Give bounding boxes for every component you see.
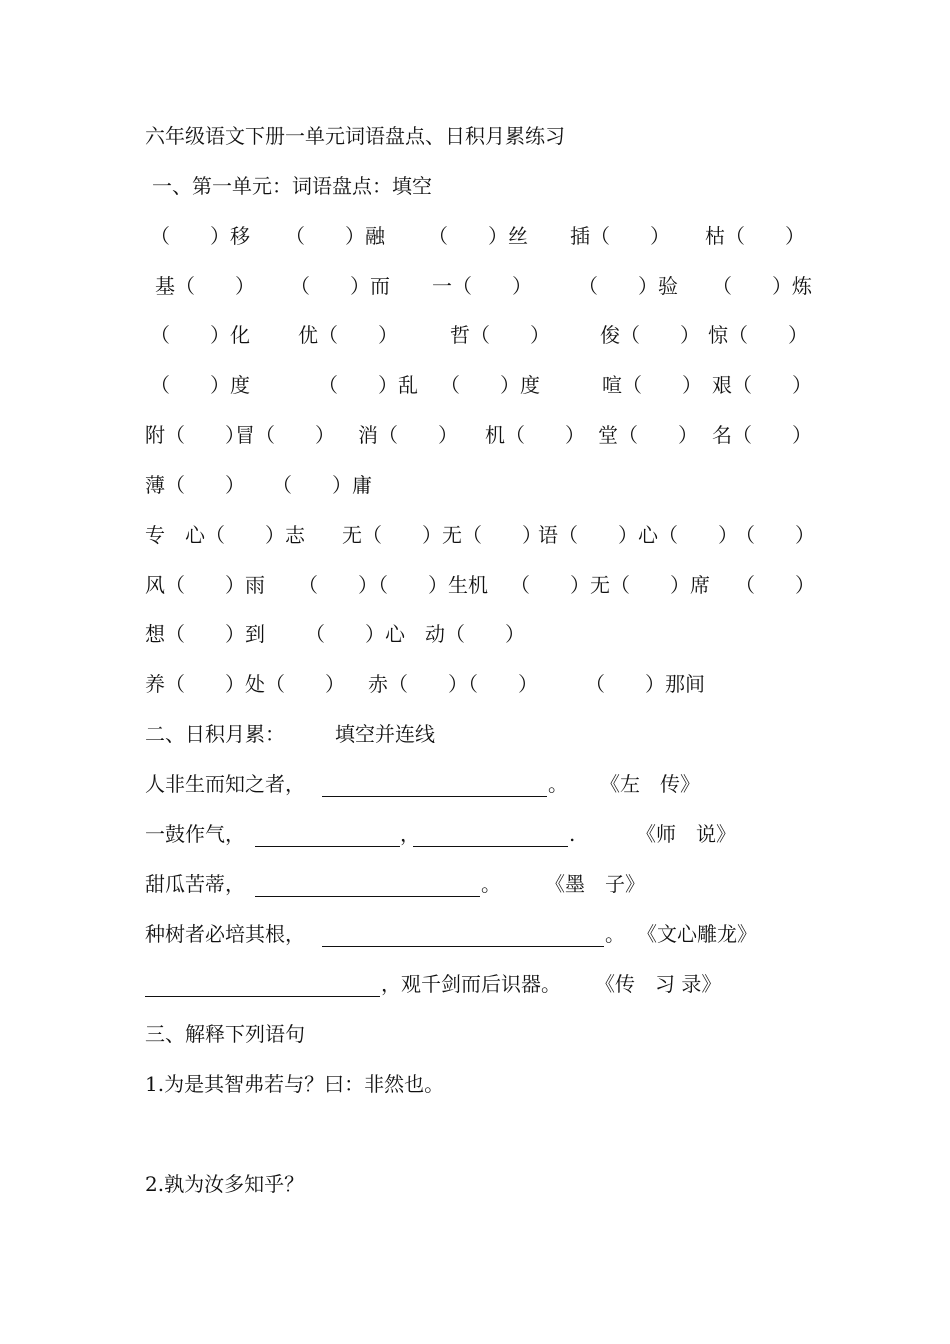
quote-source: 《左 传》 — [600, 772, 700, 796]
fill-blank-item: （ ）那间 — [585, 672, 705, 696]
fill-blank-item: 名（ ） — [712, 423, 812, 447]
fill-blank-item: 插（ ） — [570, 224, 670, 248]
fill-blank-item: 想（ ）到 — [145, 622, 265, 646]
quote-prefix: 人非生而知之者， — [145, 772, 305, 796]
fill-blank-item: 惊（ ） — [708, 323, 808, 347]
fill-blank-item: 赤（ ）（ ） — [368, 672, 538, 696]
section2-subheading: 填空并连线 — [335, 722, 435, 746]
fill-blank-item: （ ）化 — [150, 323, 250, 347]
page-title: 六年级语文下册一单元词语盘点、日积月累练习 — [145, 124, 565, 148]
quote-source: 《墨 子》 — [545, 872, 645, 896]
fill-blank-item: （ ）验 — [578, 274, 678, 298]
fill-blank-item: 冒（ ） — [235, 423, 335, 447]
fill-blank-item: 堂（ ） — [598, 423, 698, 447]
quote-end: 。 — [605, 922, 625, 946]
fill-blank-item: （ ）度 — [150, 373, 250, 397]
quote-end: 。 — [548, 772, 568, 796]
fill-blank-item: （ ） — [735, 573, 815, 597]
quote-end: . — [569, 822, 576, 846]
quote-prefix: 一鼓作气， — [145, 822, 245, 846]
fill-blank-item: 枯（ ） — [705, 224, 805, 248]
fill-blank-item: 喧（ ） — [602, 373, 702, 397]
fill-blank-item: 养（ ）处（ ） — [145, 672, 345, 696]
quote-suffix: ，观千剑而后识器。 — [381, 972, 561, 996]
fill-blank-item: （ ）融 — [285, 224, 385, 248]
answer-blank[interactable] — [322, 796, 547, 797]
fill-blank-item: （ ）（ ）生机 — [298, 573, 488, 597]
fill-blank-item: 俊（ ） — [600, 323, 700, 347]
fill-blank-item: （ ） — [735, 523, 815, 547]
quote-source: 《师 说》 — [636, 822, 736, 846]
fill-blank-item: 风（ ）雨 — [145, 573, 265, 597]
fill-blank-item: （ ）心 动（ ） — [305, 622, 525, 646]
answer-blank[interactable] — [413, 846, 568, 847]
fill-blank-item: 机（ ） — [485, 423, 585, 447]
fill-blank-item: （ ）炼 — [712, 274, 812, 298]
fill-blank-item: （ ）而 — [290, 274, 390, 298]
answer-blank[interactable] — [322, 946, 604, 947]
quote-prefix: 种树者必培其根， — [145, 922, 305, 946]
fill-blank-item: 薄（ ） — [145, 473, 245, 497]
answer-blank[interactable] — [145, 996, 380, 997]
fill-blank-item: 语（ ）心（ ） — [538, 523, 738, 547]
fill-blank-item: （ ）庸 — [272, 473, 372, 497]
fill-blank-item: 消（ ） — [358, 423, 458, 447]
fill-blank-item: （ ）无（ ）席 — [510, 573, 710, 597]
fill-blank-item: （ ）乱 — [318, 373, 418, 397]
fill-blank-item: 基（ ） — [155, 274, 255, 298]
fill-blank-item: 附（ ） — [145, 423, 245, 447]
fill-blank-item: 优（ ） — [298, 323, 398, 347]
fill-blank-item: （ ）度 — [440, 373, 540, 397]
quote-end: 。 — [481, 872, 501, 896]
fill-blank-item: 一（ ） — [432, 274, 532, 298]
section3-heading: 三、解释下列语句 — [145, 1022, 305, 1046]
quote-source: 《文心雕龙》 — [637, 922, 757, 946]
section1-heading: 一、第一单元：词语盘点：填空 — [152, 174, 432, 198]
fill-blank-item: 艰（ ） — [712, 373, 812, 397]
fill-blank-item: 专 心（ ）志 — [145, 523, 305, 547]
section2-heading: 二、日积月累： — [145, 722, 285, 746]
fill-blank-item: （ ）移 — [150, 224, 250, 248]
quote-prefix: 甜瓜苦蒂， — [145, 872, 245, 896]
answer-blank[interactable] — [255, 896, 480, 897]
fill-blank-item: 哲（ ） — [450, 323, 550, 347]
quote-source: 《传 习 录》 — [595, 972, 722, 996]
quote-mid: ， — [400, 822, 420, 846]
fill-blank-item: 无（ ）无（ ） — [342, 523, 542, 547]
answer-blank[interactable] — [255, 846, 400, 847]
question-item: 2.孰为汝多知乎？ — [145, 1172, 305, 1196]
fill-blank-item: （ ）丝 — [428, 224, 528, 248]
question-item: 1.为是其智弗若与？曰：非然也。 — [145, 1072, 445, 1096]
